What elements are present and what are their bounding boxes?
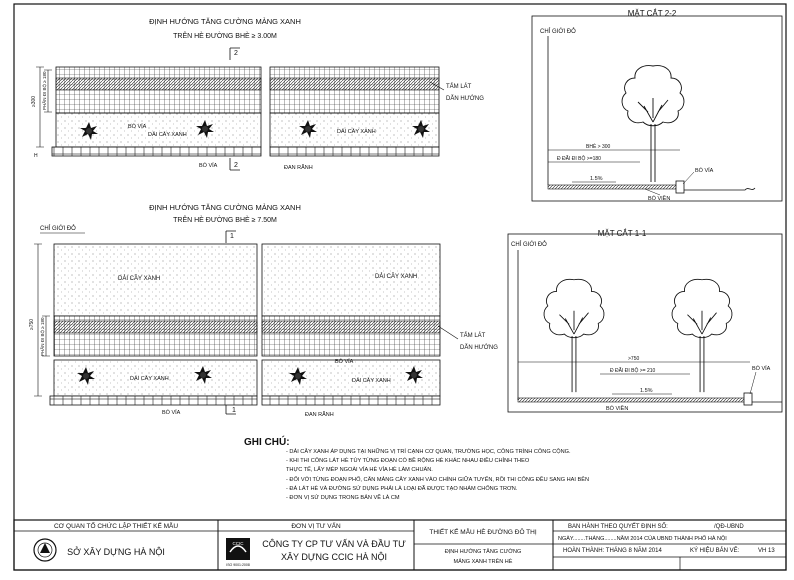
label-dan-ranh: ĐAN RÃNH [305,412,334,418]
note-line: - ĐƠN VỊ SỬ DỤNG TRONG BẢN VẼ LÀ CM [286,495,400,502]
dim-total-1: >750 [628,356,640,362]
plan-top-title: ĐỊNH HƯỚNG TĂNG CƯỜNG MẢNG XANH [149,17,301,26]
label-bo-via: BÓ VỈA [162,410,181,416]
note-line: THỰC TẾ, LẤY MÉP NGOÀI VỈA HÈ VỈA HÈ LÀM CHUẨN. [286,467,433,474]
label-bo-via: BÓ VỈA [695,168,714,174]
drawing-name-1: ĐỊNH HƯỚNG TĂNG CƯỜNG [444,549,522,555]
org-label: CƠ QUAN TỔ CHỨC LẬP THIẾT KẾ MẪU [53,523,179,530]
slope-2: 1.5% [590,176,603,182]
curb-right [270,147,439,156]
org-name: SỞ XÂY DỰNG HÀ NỘI [67,547,165,557]
dim-walk-bottom: PHẦN ĐI BỘ ≥ 180 [40,317,45,356]
note-line: - ĐÁ LÁT HÈ VÀ ĐƯỜNG SỬ DỤNG PHẢI LÀ LOẠI ĐÃ ĐƯỢC TẠO NHÁM CHỐNG TRƠN. [286,485,518,492]
section-mark-1-top: 1 [230,233,234,240]
note-line: - KHI THI CÔNG LÁT HÈ TÙY TỪNG ĐOẠN CÓ BỀ RỘNG HÈ KHÁC NHAU ĐIỀU CHỈNH THEO [286,458,530,465]
guiding-tiles-right [262,321,440,333]
consult-label: ĐƠN VỊ TƯ VẤN [291,523,341,530]
dim-width-bottom: ≥750 [29,318,35,330]
sheet-number: VH 13 [758,548,775,554]
section-mark-2-top: 2 [234,50,238,57]
label-bo-via-strip: BÓ VỈA [335,359,354,365]
dim-walk-top: PHẦN ĐI BỘ ≥ 180 [42,71,47,110]
drawing-name-2: MẢNG XANH TRÊN HÈ [453,559,513,565]
notes-block [244,437,764,503]
label-bo-via: BÓ VỈA [752,366,771,372]
section-mark-1-bottom: 1 [232,407,236,414]
consult-name-1: CÔNG TY CP TƯ VẤN VÀ ĐẦU TƯ [262,539,406,549]
slope-1: 1.5% [640,388,653,394]
tree-icon [622,66,684,182]
label-bo-vien: BÓ VIỀN [606,406,629,412]
plan-bottom [29,203,498,418]
curb-right [262,396,440,405]
plan-top [31,17,484,171]
green-strip-top-right [262,244,440,316]
curb-left [52,147,261,156]
decision-code: /QĐ-UBND [714,524,744,530]
label-dai-cay-xanh: DẢI CÂY XANH [118,276,161,282]
tree-icon [672,279,732,392]
guiding-tiles-left [54,321,257,333]
label-chi-gioi-do: CHỈ GIỚI ĐỎ [540,29,576,35]
section-1-1-title: MẶT CẮT 1-1 [597,229,647,238]
guiding-tiles-right [270,78,439,90]
section-2-2 [532,9,782,202]
note-line: - DẢI CÂY XANH ÁP DỤNG TẠI NHỮNG VỊ TRÍ CẠNH CƠ QUAN, TRƯỜNG HỌC, CÔNG TRÌNH CÔNG CỘNG. [286,449,571,455]
label-bo-vien: BÓ VIỀN [648,196,671,202]
label-dai-cay-xanh: DẢI CÂY XANH [148,132,187,138]
dim-width-top: ≥300 [31,95,37,107]
label-bo-via: BÓ VỈA [199,163,218,169]
dim-walk-2: Đ ĐÃI ĐI BỘ >=180 [557,156,601,162]
label-chi-gioi-do: CHỈ GIỚI ĐỎ [511,242,547,248]
section-2-2-title: MẶT CẮT 2-2 [627,9,677,18]
decision-text: BAN HÀNH THEO QUYẾT ĐỊNH SỐ: [568,524,668,530]
plan-top-subtitle: TRÊN HÈ ĐƯỜNG BHÈ ≥ 3.00M [173,33,277,40]
label-dai-cay-xanh: DẢI CÂY XANH [337,129,376,135]
section-mark-2-bottom: 2 [234,162,238,169]
label-bo-via-strip: BÓ VỈA [128,124,147,130]
note-line: - ĐỐI VỚI TỪNG ĐOẠN PHỐ, CĂN MẢNG CÂY XANH VÀO CHÍNH GIỮA TUYẾN, RỒI THI CÔNG ĐỀU SANG HAI BÊN [286,476,589,483]
plan-bottom-subtitle: TRÊN HÈ ĐƯỜNG BHÈ ≥ 7.50M [173,217,277,224]
section-1-1 [508,229,782,412]
label-tam-lat: TẤM LÁT [446,84,472,90]
completed-date: HOÀN THÀNH: THÁNG 8 NĂM 2014 [563,548,662,554]
notes-heading: GHI CHÚ: [244,437,290,448]
dim-total-2: BHÈ > 300 [586,144,611,150]
ccic-logo: CCIC [232,541,244,546]
plan-bottom-title: ĐỊNH HƯỚNG TĂNG CƯỜNG MẢNG XANH [149,203,301,212]
label-dan-huong: DẪN HƯỚNG [460,345,498,351]
design-title: THIẾT KẾ MẪU HÈ ĐƯỜNG ĐÔ THỊ [429,529,537,536]
label-tam-lat: TẤM LÁT [460,333,486,339]
label-dan-ranh: ĐAN RÃNH [284,165,313,171]
label-dai-cay-xanh: DẢI CÂY XANH [375,274,418,280]
guiding-tiles-left [56,78,261,90]
iso-label: ISO 9001:2008 [226,563,250,567]
label-dai-cay-xanh: DẢI CÂY XANH [130,376,169,382]
curb-left [50,396,257,405]
dim-walk-1: Đ ĐÃI ĐI BỘ >= 210 [610,368,656,374]
label-dai-cay-xanh: DẢI CÂY XANH [352,378,391,384]
label-dan-huong: DẪN HƯỚNG [446,96,484,102]
tree-icon [544,279,604,392]
consult-name-2: XÂY DỰNG CCIC HÀ NỘI [280,552,388,562]
sheet-label: KÝ HIỆU BẢN VẼ: [690,548,740,554]
label-chi-gioi-do: CHỈ GIỚI ĐỎ [40,226,76,232]
decision-date: NGÀY........THÁNG........NĂM 2014 CỦA UBND THÀNH PHỐ HÀ NỘI [558,536,727,542]
label-h: H [34,153,38,159]
